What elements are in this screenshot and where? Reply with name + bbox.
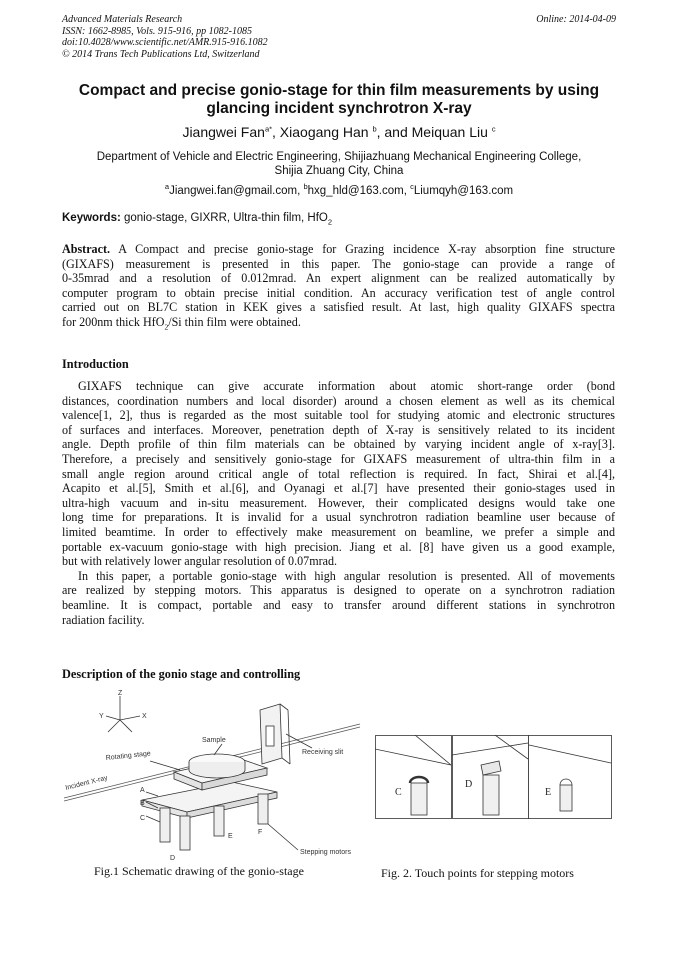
journal-name: Advanced Materials Research xyxy=(62,14,183,25)
axis-x-label: X xyxy=(142,713,147,720)
abstract-line xyxy=(62,242,615,257)
intro-line: ultra-high vacuum and in-situ measurement. However, their complicated designs would take one xyxy=(62,495,615,510)
affiliation-line-1: Department of Vehicle and Electric Engineering, Shijiazhuang Mechanical Engineering College, xyxy=(96,151,582,163)
receiving-slit-label: Receiving slit xyxy=(302,749,344,756)
author-1: Jiangwei Fan xyxy=(182,124,265,140)
author-2: , Xiaogang Han xyxy=(272,124,373,140)
author-3: , and Meiquan Liu xyxy=(376,124,492,140)
email-a: Jiangwei.fan@gmail.com, xyxy=(169,185,304,197)
issn-line: ISSN: 1662-8985, Vols. 915-916, pp 1082-1085 xyxy=(62,25,252,37)
author-emails xyxy=(60,182,618,197)
abstract-last-post: /Si thin film were obtained. xyxy=(168,314,301,329)
author-2-mark: b xyxy=(372,124,377,134)
title-line-1: Compact and precise gonio-stage for thin film measurements by using xyxy=(78,82,600,99)
abstract xyxy=(62,242,615,330)
fig2-label-e: E xyxy=(545,787,552,798)
intro-line: limited beamtime. In order to effectively make measurement on beamline, we prefer a simple and xyxy=(62,524,615,539)
email-b-mark: b xyxy=(303,182,308,192)
abstract-last-pre: for 200nm thick HfO xyxy=(62,314,165,329)
label-e: E xyxy=(228,833,233,840)
author-1-mark: a* xyxy=(264,124,273,134)
intro-line: long time for preparations. It is invalid for a usual synchrotron radiation beamline user because of xyxy=(62,510,615,525)
abstract-line: 0-35mrad and a resolution of 0.012mrad. An expert alignment can be realized automatically by xyxy=(62,271,615,286)
keywords-label: Keywords: xyxy=(62,212,121,224)
keywords-sub: 2 xyxy=(327,217,333,227)
intro-line: GIXAFS technique can give accurate information about atomic short-range order (bond xyxy=(78,379,615,393)
label-f: F xyxy=(258,829,263,836)
intro-line: valence[1, 2], thus is regarded as the most suitable tool for studying atomic and electronic structures xyxy=(62,408,615,423)
section-2-heading: Description of the gonio stage and controlling xyxy=(62,667,301,681)
intro-line: radiation facility. xyxy=(62,612,145,627)
affiliation-line-2: Shijia Zhuang City, China xyxy=(274,165,404,177)
doi-line: doi:10.4028/www.scientific.net/AMR.915-916.1082 xyxy=(62,37,268,48)
axis-z-label: Z xyxy=(118,690,123,697)
abstract-line: (GIXAFS) measurement is presented in this paper. The gonio-stage can provide a range of xyxy=(62,256,615,271)
email-b: hxg_hld@163.com, xyxy=(307,185,411,197)
author-3-mark: c xyxy=(491,124,496,134)
intro-line: are realized by stepping motors. This apparatus is designed to operate on a synchrotron radiation xyxy=(62,583,615,598)
affiliation xyxy=(60,150,618,178)
label-c: C xyxy=(140,815,146,822)
email-a-mark: a xyxy=(164,182,170,192)
title-line-2: glancing incident synchrotron X-ray xyxy=(206,100,472,117)
email-c: Liumqyh@163.com xyxy=(413,185,514,197)
intro-line: small angle region around critical angle of total reflection is required. In fact, Shirai et al.[4], xyxy=(62,466,615,481)
paper-title xyxy=(50,82,628,118)
intro-line: angle. Depth profile of thin film materials can be obtained by varying incident angle of x-ray[3]. xyxy=(62,437,615,452)
intro-line: Therefore, a precisely and sensitively gonio-stage for GIXAFS measurement of ultra-thin film in a xyxy=(62,451,615,466)
label-b: B xyxy=(140,800,145,807)
label-d: D xyxy=(170,855,176,862)
abstract-line: carried out on BL7C station in KEK gives a satisfied result. At last, high quality GIXAFS spectra xyxy=(62,300,615,315)
keywords-text: gonio-stage, GIXRR, Ultra-thin film, HfO xyxy=(120,212,328,224)
intro-line: distances, coordination numbers and local disorder) around a chosen element as well as its chemical xyxy=(62,393,615,408)
intro-line: beamline. It is compact, portable and easy to transfer around different stations in synchrotron xyxy=(62,597,615,612)
abstract-line: computer program to obtain precise initial condition. An accuracy verification test of angle control xyxy=(62,285,615,300)
intro-line: Acapito et al.[5], Smith et al.[6], and Oyanagi et al.[7] have presented their gonio-stages used in xyxy=(62,481,615,496)
rotating-stage-label: Rotating stage xyxy=(105,750,152,762)
coordinate-axes xyxy=(106,696,140,732)
intro-line: but with relatively lower angular resolution of 0.07mrad. xyxy=(62,554,338,569)
figure-2-caption: Fig. 2. Touch points for stepping motors xyxy=(381,866,574,880)
keywords xyxy=(62,212,333,227)
abstract-text: A Compact and precise gonio-stage for Grazing incidence X-ray absorption fine structure xyxy=(110,242,615,256)
intro-line: portable ex-vacuum gonio-stage with high precision. Jiang et al. [8] have given us a good example, xyxy=(62,539,615,554)
email-c-mark: c xyxy=(410,182,414,192)
axis-y-label: Y xyxy=(99,713,104,720)
copyright-line: © 2014 Trans Tech Publications Ltd, Switzerland xyxy=(62,48,260,60)
fig2-label-c: C xyxy=(395,787,402,798)
fig2-label-d: D xyxy=(465,779,473,790)
label-a: A xyxy=(140,787,145,794)
intro-line: of surfaces and interfaces. Moreover, penetration depth of X-ray is sensitively related to its incident xyxy=(62,422,615,437)
abstract-last-sub: 2 xyxy=(164,322,169,330)
figure-2-touch-points xyxy=(375,735,612,819)
introduction-body xyxy=(62,379,615,627)
intro-line: In this paper, a portable gonio-stage with high angular resolution is presented. All of movements xyxy=(78,568,615,583)
author-list xyxy=(40,124,638,140)
figure-1-caption: Fig.1 Schematic drawing of the gonio-stage xyxy=(94,864,304,878)
introduction-heading: Introduction xyxy=(62,357,129,371)
incident-xray-label: Incident X-ray xyxy=(64,774,109,792)
journal-header xyxy=(62,14,268,60)
online-date: Online: 2014-04-09 xyxy=(536,14,616,25)
abstract-label: Abstract. xyxy=(62,242,111,256)
abstract-line xyxy=(62,315,615,330)
stepping-motors-label: Stepping motors xyxy=(300,849,351,856)
figure-1-schematic xyxy=(62,688,362,863)
sample-label: Sample xyxy=(202,737,226,744)
